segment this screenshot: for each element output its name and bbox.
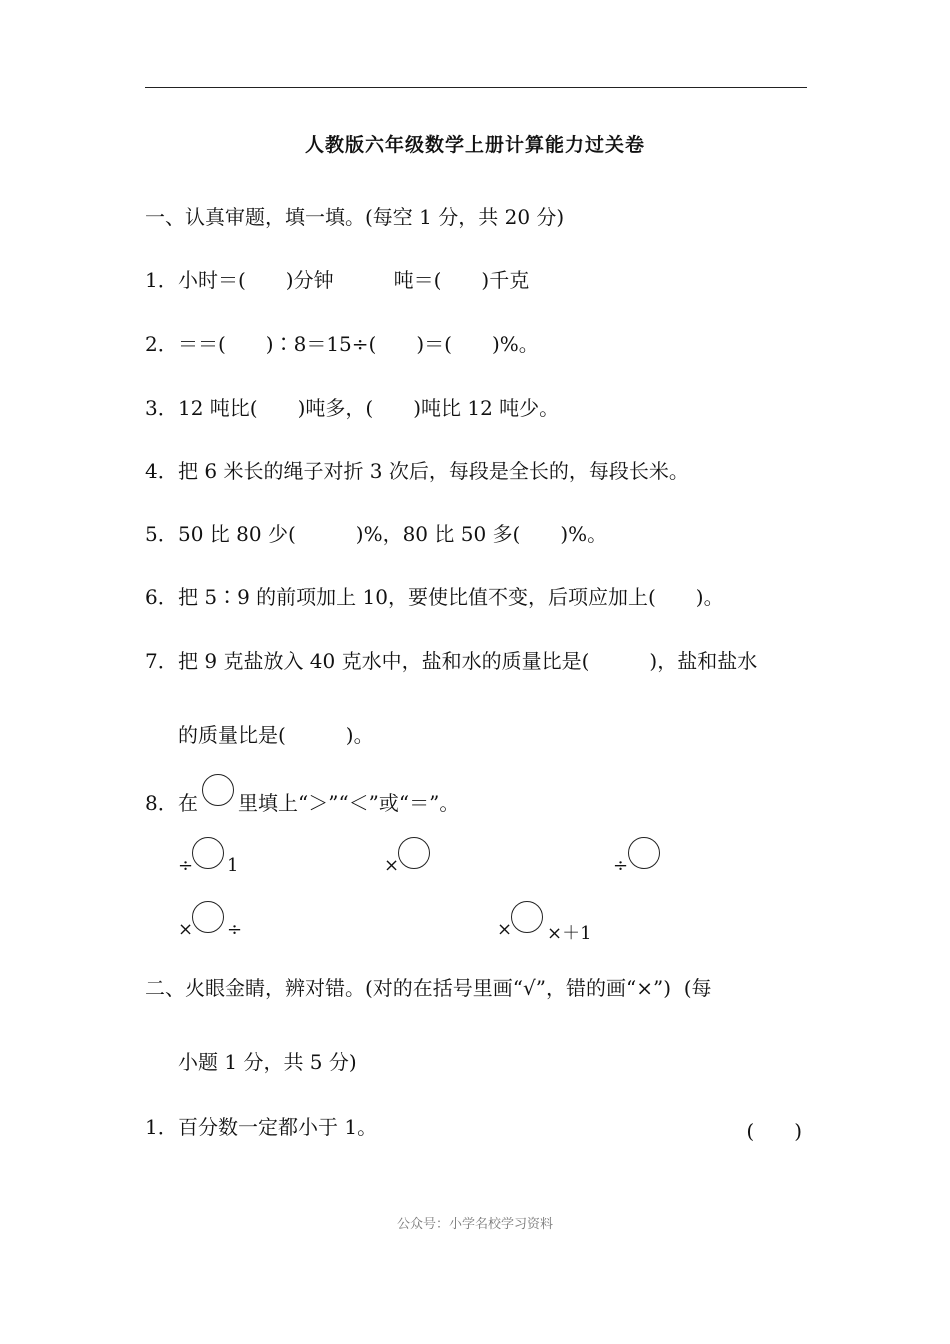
question-number: 6．: [145, 585, 178, 609]
question-number: 2．: [145, 332, 178, 356]
compare-d-right: ÷: [227, 919, 243, 940]
question-1-5: [145, 522, 607, 546]
compare-circle-b: [398, 837, 430, 869]
question-pre-text: 在: [178, 791, 198, 815]
question-text: 把 5∶9 的前项加上 10，要使比值不变，后项应加上( )。: [178, 585, 724, 609]
question-1-1: [145, 268, 529, 292]
question-number: 1．: [145, 268, 178, 292]
question-text: 百分数一定都小于 1。: [178, 1115, 378, 1139]
compare-d-left: ×: [178, 919, 194, 940]
compare-e-left: ×: [497, 919, 513, 940]
section2-heading-continued: 小题 1 分，共 5 分): [178, 1050, 357, 1074]
compare-circle-a: [192, 837, 224, 869]
question-number: 5．: [145, 522, 178, 546]
compare-circle: [202, 774, 234, 806]
section1-heading: 一、认真审题，填一填。(每空 1 分，共 20 分): [145, 205, 565, 229]
question-1-7: [145, 649, 757, 673]
question-1-6: [145, 585, 724, 609]
section2-heading: 二、火眼金睛，辨对错。(对的在括号里画“√”，错的画“×”) (每: [145, 976, 712, 1000]
compare-circle-d: [192, 901, 224, 933]
question-1-8: [145, 791, 198, 815]
answer-parentheses: ( ): [746, 1119, 802, 1143]
compare-circle-e: [511, 901, 543, 933]
page-title: 人教版六年级数学上册计算能力过关卷: [304, 134, 645, 156]
question-number: 3．: [145, 396, 178, 420]
compare-c-left: ÷: [613, 855, 629, 876]
question-number: 8．: [145, 791, 178, 815]
question-1-4: [145, 459, 689, 483]
compare-a-right: 1: [227, 855, 239, 876]
question-text: 把 9 克盐放入 40 克水中，盐和水的质量比是( )，盐和盐水: [178, 649, 758, 673]
compare-b-left: ×: [384, 855, 400, 876]
question-1-3: [145, 396, 559, 420]
compare-a-left: ÷: [178, 855, 194, 876]
question-number: 7．: [145, 649, 178, 673]
question-text: 12 吨比( )吨多，( )吨比 12 吨少。: [178, 396, 560, 420]
question-post-text: 里填上“＞”“＜”或“＝”。: [238, 791, 460, 815]
question-text: 小时＝( )分钟 吨＝( )千克: [178, 268, 530, 292]
question-text: 把 6 米长的绳子对折 3 次后，每段是全长的，每段长米。: [178, 459, 689, 483]
question-number: 1．: [145, 1115, 178, 1139]
question-1-7-continued: 的质量比是( )。: [178, 723, 374, 747]
top-rule: [145, 87, 807, 88]
question-2-1: [145, 1115, 377, 1139]
compare-e-right: ×＋1: [547, 923, 592, 944]
compare-circle-c: [628, 837, 660, 869]
footer-watermark: 公众号：小学名校学习资料: [396, 1217, 553, 1232]
question-1-2: [145, 332, 539, 356]
question-number: 4．: [145, 459, 178, 483]
question-text: 50 比 80 少( )%，80 比 50 多( )%。: [178, 522, 608, 546]
question-text: ＝＝( )∶8＝15÷( )＝( )%。: [178, 332, 539, 356]
